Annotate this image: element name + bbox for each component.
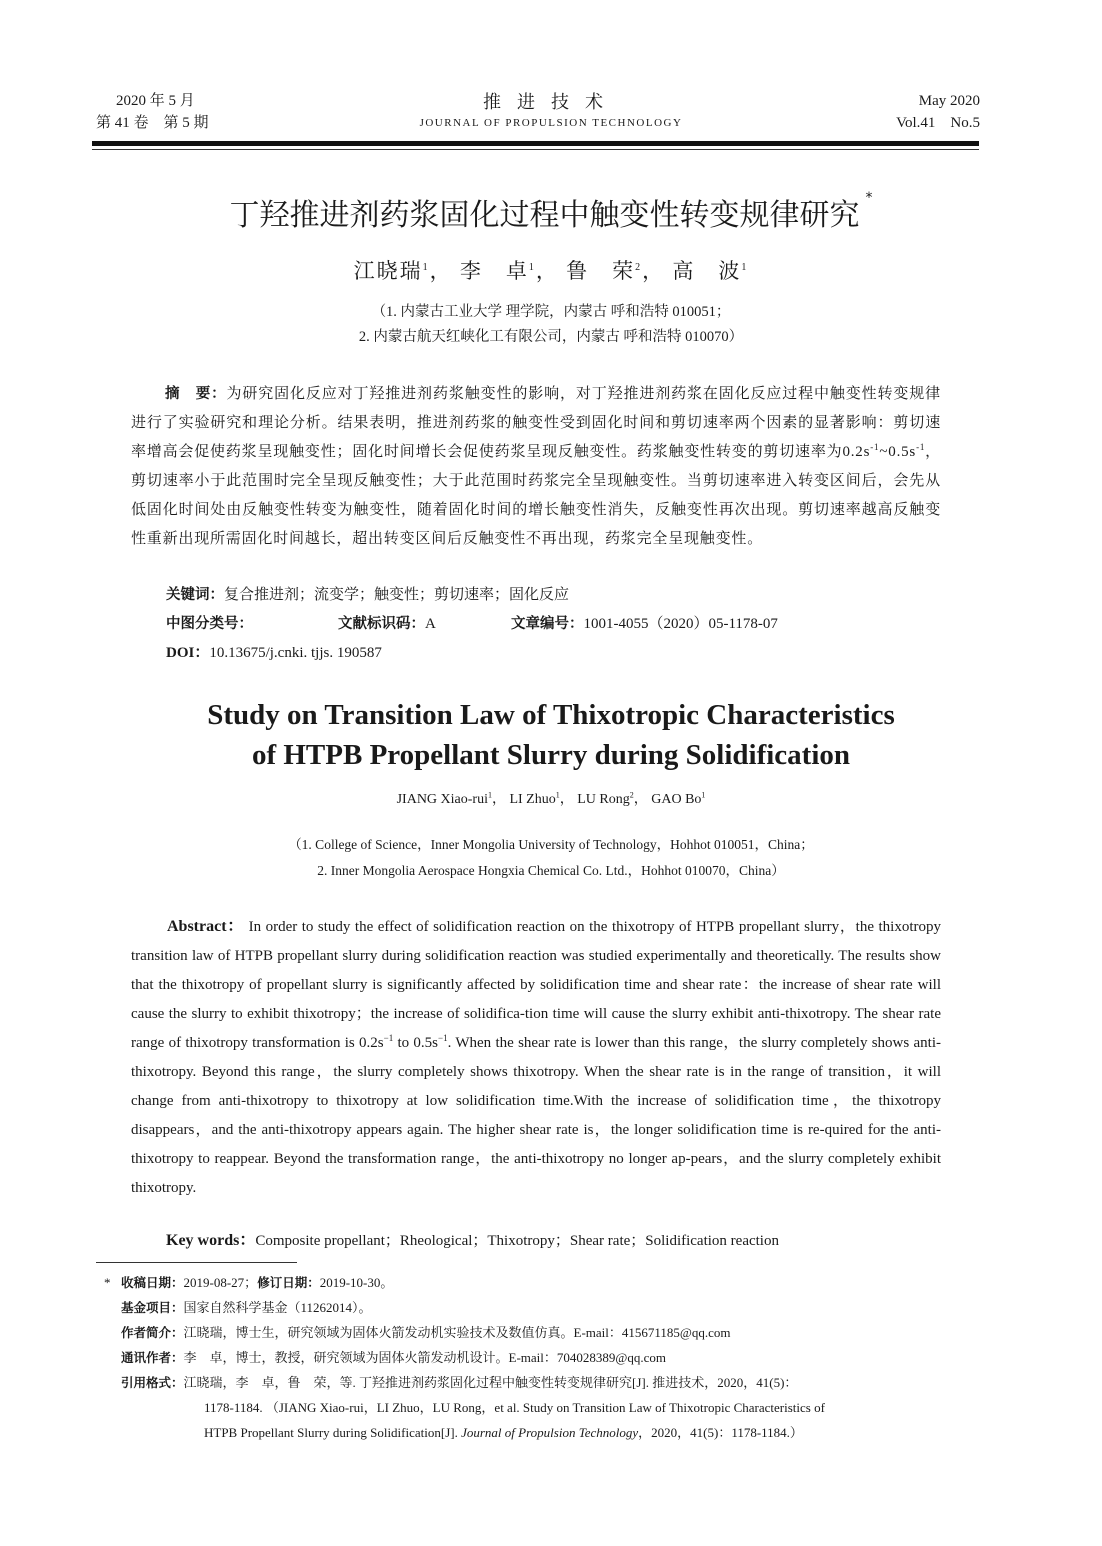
corresponding-value: 李 卓，博士，教授，研究领域为固体火箭发动机设计。E-mail：704028389@qq.com [183,1350,666,1365]
received-date: 2019-08-27； [183,1275,258,1290]
abstract-cn-label: 摘 要： [165,386,227,402]
citation-line: 1178-1184. （JIANG Xiao-rui，LI Zhuo，LU Rong，et al. Study on Transition Law of Thixotropic Characteristics of [204,1400,825,1415]
revised-label: 修订日期： [257,1275,320,1290]
author-aff: 1 [555,790,560,800]
author-aff: 1 [487,790,492,800]
doc-code [338,610,436,639]
author-aff: 1 [701,790,706,800]
author-cn: 鲁 荣 [566,259,636,283]
article-number [511,610,778,639]
author-aff: 2 [629,790,634,800]
superscript: -1 [870,442,880,452]
citation-label: 引用格式： [121,1375,184,1390]
journal-name-en: JOURNAL OF PROPULSION TECHNOLOGY [419,117,683,129]
abstract-en-text: to 0.5s [393,1035,439,1051]
author-bio-value: 江晓瑞，博士生，研究领域为固体火箭发动机实验技术及数值仿真。E-mail：415671185@qq.com [183,1325,731,1340]
article-number-value: 1001-4055（2020）05-1178-07 [583,616,778,632]
keywords-en [166,1228,779,1254]
title-cn-text: 丁羟推进剂药浆固化过程中触变性转变规律研究 [229,198,860,233]
authors-en [0,790,1102,810]
doi-label: DOI： [166,645,210,661]
separator: ， [559,792,574,807]
separator: ， [633,792,648,807]
issue-volume-en: Vol.41 No.5 [896,115,980,131]
superscript: −1 [383,1033,394,1043]
abstract-cn-text: 为研究固化反应对丁羟推进剂药浆触变性的影响，对丁羟推进剂药浆在固化反应过程中触变性转变规律进行了实验研究和理论分析。结果表明，推进剂药浆的触变性受到固化时间和剪切速率两个因素的显著影响：剪切速率增高会促使药浆呈现触变性；固化时间增长会促使药浆呈现反触变性。药浆触变性转变的剪切速率为0.2s [131,386,941,460]
footnote-corresponding [96,1345,956,1370]
citation-journal: Journal of Propulsion Technology [461,1425,639,1440]
author-cn: 高 波 [672,259,742,283]
superscript: −1 [438,1033,448,1043]
author-en: LI Zhuo [509,792,556,807]
author-en: GAO Bo [651,792,702,807]
footnote-fund [96,1295,956,1320]
keywords-en-label: Key words： [166,1232,256,1249]
abstract-cn-text: ~0.5s [879,444,917,460]
title-en-line: Study on Transition Law of Thixotropic Characteristics [207,699,895,731]
title-en [0,695,1102,775]
clc-label: 中图分类号： [166,616,253,632]
author-aff: 1 [528,262,536,273]
affiliations-en [0,832,1102,884]
keywords-cn-value: 复合推进剂；流变学；触变性；剪切速率；固化反应 [224,587,570,603]
author-aff: 1 [741,262,749,273]
doi [166,639,382,668]
separator: ， [491,792,506,807]
footnote-citation [96,1370,956,1395]
journal-name-cn: 推进技术 [483,92,619,112]
abstract-en-text: In order to study the effect of solidification reaction on the thixotropy of HTPB propellant slurry，the thixotropy transition law of HTPB propellant slurry during solidification reaction was studied experimentally and theoretically. The results show that the thixotropy of propellant slurry is significantly affected by solidification time and shear rate：the increase of shear rate will cause the slurry to exhibit thixotropy；the increase of solidifica-tion time will cause the slurry exhibit anti-thixotropy. The shear rate range of thixotropy transformation is 0.2s [131,919,941,1051]
footnote-star: * [104,1275,111,1290]
abstract-cn [131,380,941,554]
header-rule-thin [92,149,979,150]
author-aff: 2 [635,262,643,273]
corresponding-label: 通讯作者： [121,1350,184,1365]
author-en: LU Rong [577,792,630,807]
affiliation-en: 2. Inner Mongolia Aerospace Hongxia Chemical Co. Ltd.，Hohhot 010070，China） [317,863,785,878]
abstract-en-text: . When the shear rate is lower than this range，the slurry completely shows anti-thixotropy. Beyond this range，the slurry completely shows thixotropy. When the shear rate is in the range of transition，it will change from anti-thixotropy to thixotropy at low solidification time.With the increase of solidification time，the thixotropy disappears，and the anti-thixotropy appears again. The higher shear rate is，the longer solidification time is re-quired for the anti-thixotropy to reappear. Beyond the transformation range，the anti-thixotropy no longer ap-pears，and the slurry completely exhibit thixotropy. [131,1035,941,1196]
doi-value: 10.13675/j.cnki. tjjs. 190587 [209,645,382,661]
affiliation-cn: 2. 内蒙古航天红峡化工有限公司，内蒙古 呼和浩特 010070） [358,329,744,345]
abstract-cn-text: ，剪切速率小于此范围时完全呈现反触变性；大于此范围时药浆完全呈现触变性。当剪切速率进入转变区间后，会先从低固化时间处由反触变性转变为触变性，随着固化时间的增长触变性消失，反触变性再次出现。剪切速率越高反触变性重新出现所需固化时间越长，超出转变区间后反触变性不再出现，药浆完全呈现触变性。 [131,444,941,547]
doc-code-value: A [425,616,436,632]
citation-line: 江晓瑞，李 卓，鲁 荣，等. 丁羟推进剂药浆固化过程中触变性转变规律研究[J]. 推进技术，2020，41(5)： [183,1375,798,1390]
abstract-en [131,912,941,1203]
footnote-rule [96,1262,297,1263]
article-number-label: 文章编号： [511,616,584,632]
abstract-en-label: Abstract： [167,918,245,935]
title-cn [0,190,1102,236]
author-cn: 江晓瑞 [353,259,423,283]
superscript: -1 [916,442,926,452]
authors-cn: 江晓瑞$^1$， 李 卓$^1$， 鲁 荣$^2$， 高 波$^1$ [353,259,749,283]
issue-volume-cn: 第 41 卷 第 5 期 [96,115,209,131]
citation-text: HTPB Propellant Slurry during Solidification[J]. [204,1425,462,1440]
clc-number [166,610,253,639]
issue-date-cn: 2020 年 5 月 [116,93,195,109]
citation-text: ，2020，41(5)：1178-1184.） [638,1425,803,1440]
keywords-cn-label: 关键词： [166,587,224,603]
received-label: 收稿日期： [121,1275,184,1290]
author-cn: 李 卓 [459,259,529,283]
author-bio-label: 作者简介： [121,1325,184,1340]
revised-date: 2019-10-30。 [319,1275,394,1290]
footnote-dates [96,1270,956,1295]
header-rule-thick [92,141,979,146]
affiliations-cn [0,300,1102,350]
fund-value: 国家自然科学基金（11262014）。 [183,1300,372,1315]
author-en: JIANG Xiao-rui [396,792,488,807]
title-en-line: of HTPB Propellant Slurry during Solidification [251,739,851,771]
citation-line-last [204,1420,944,1445]
affiliation-cn: （1. 内蒙古工业大学 理学院，内蒙古 呼和浩特 010051； [371,304,731,320]
title-footnote-mark: * [865,190,873,206]
affiliation-en: （1. College of Science，Inner Mongolia University of Technology，Hohhot 010051，China； [288,837,814,852]
doc-code-label: 文献标识码： [338,616,425,632]
keywords-en-value: Composite propellant；Rheological；Thixotropy；Shear rate；Solidification reaction [255,1233,779,1249]
header-right [896,90,980,134]
keywords-cn [166,581,569,610]
footnote-author [96,1320,956,1345]
author-aff: 1 [422,262,430,273]
fund-label: 基金项目： [121,1300,184,1315]
issue-date-en: May 2020 [918,93,980,109]
